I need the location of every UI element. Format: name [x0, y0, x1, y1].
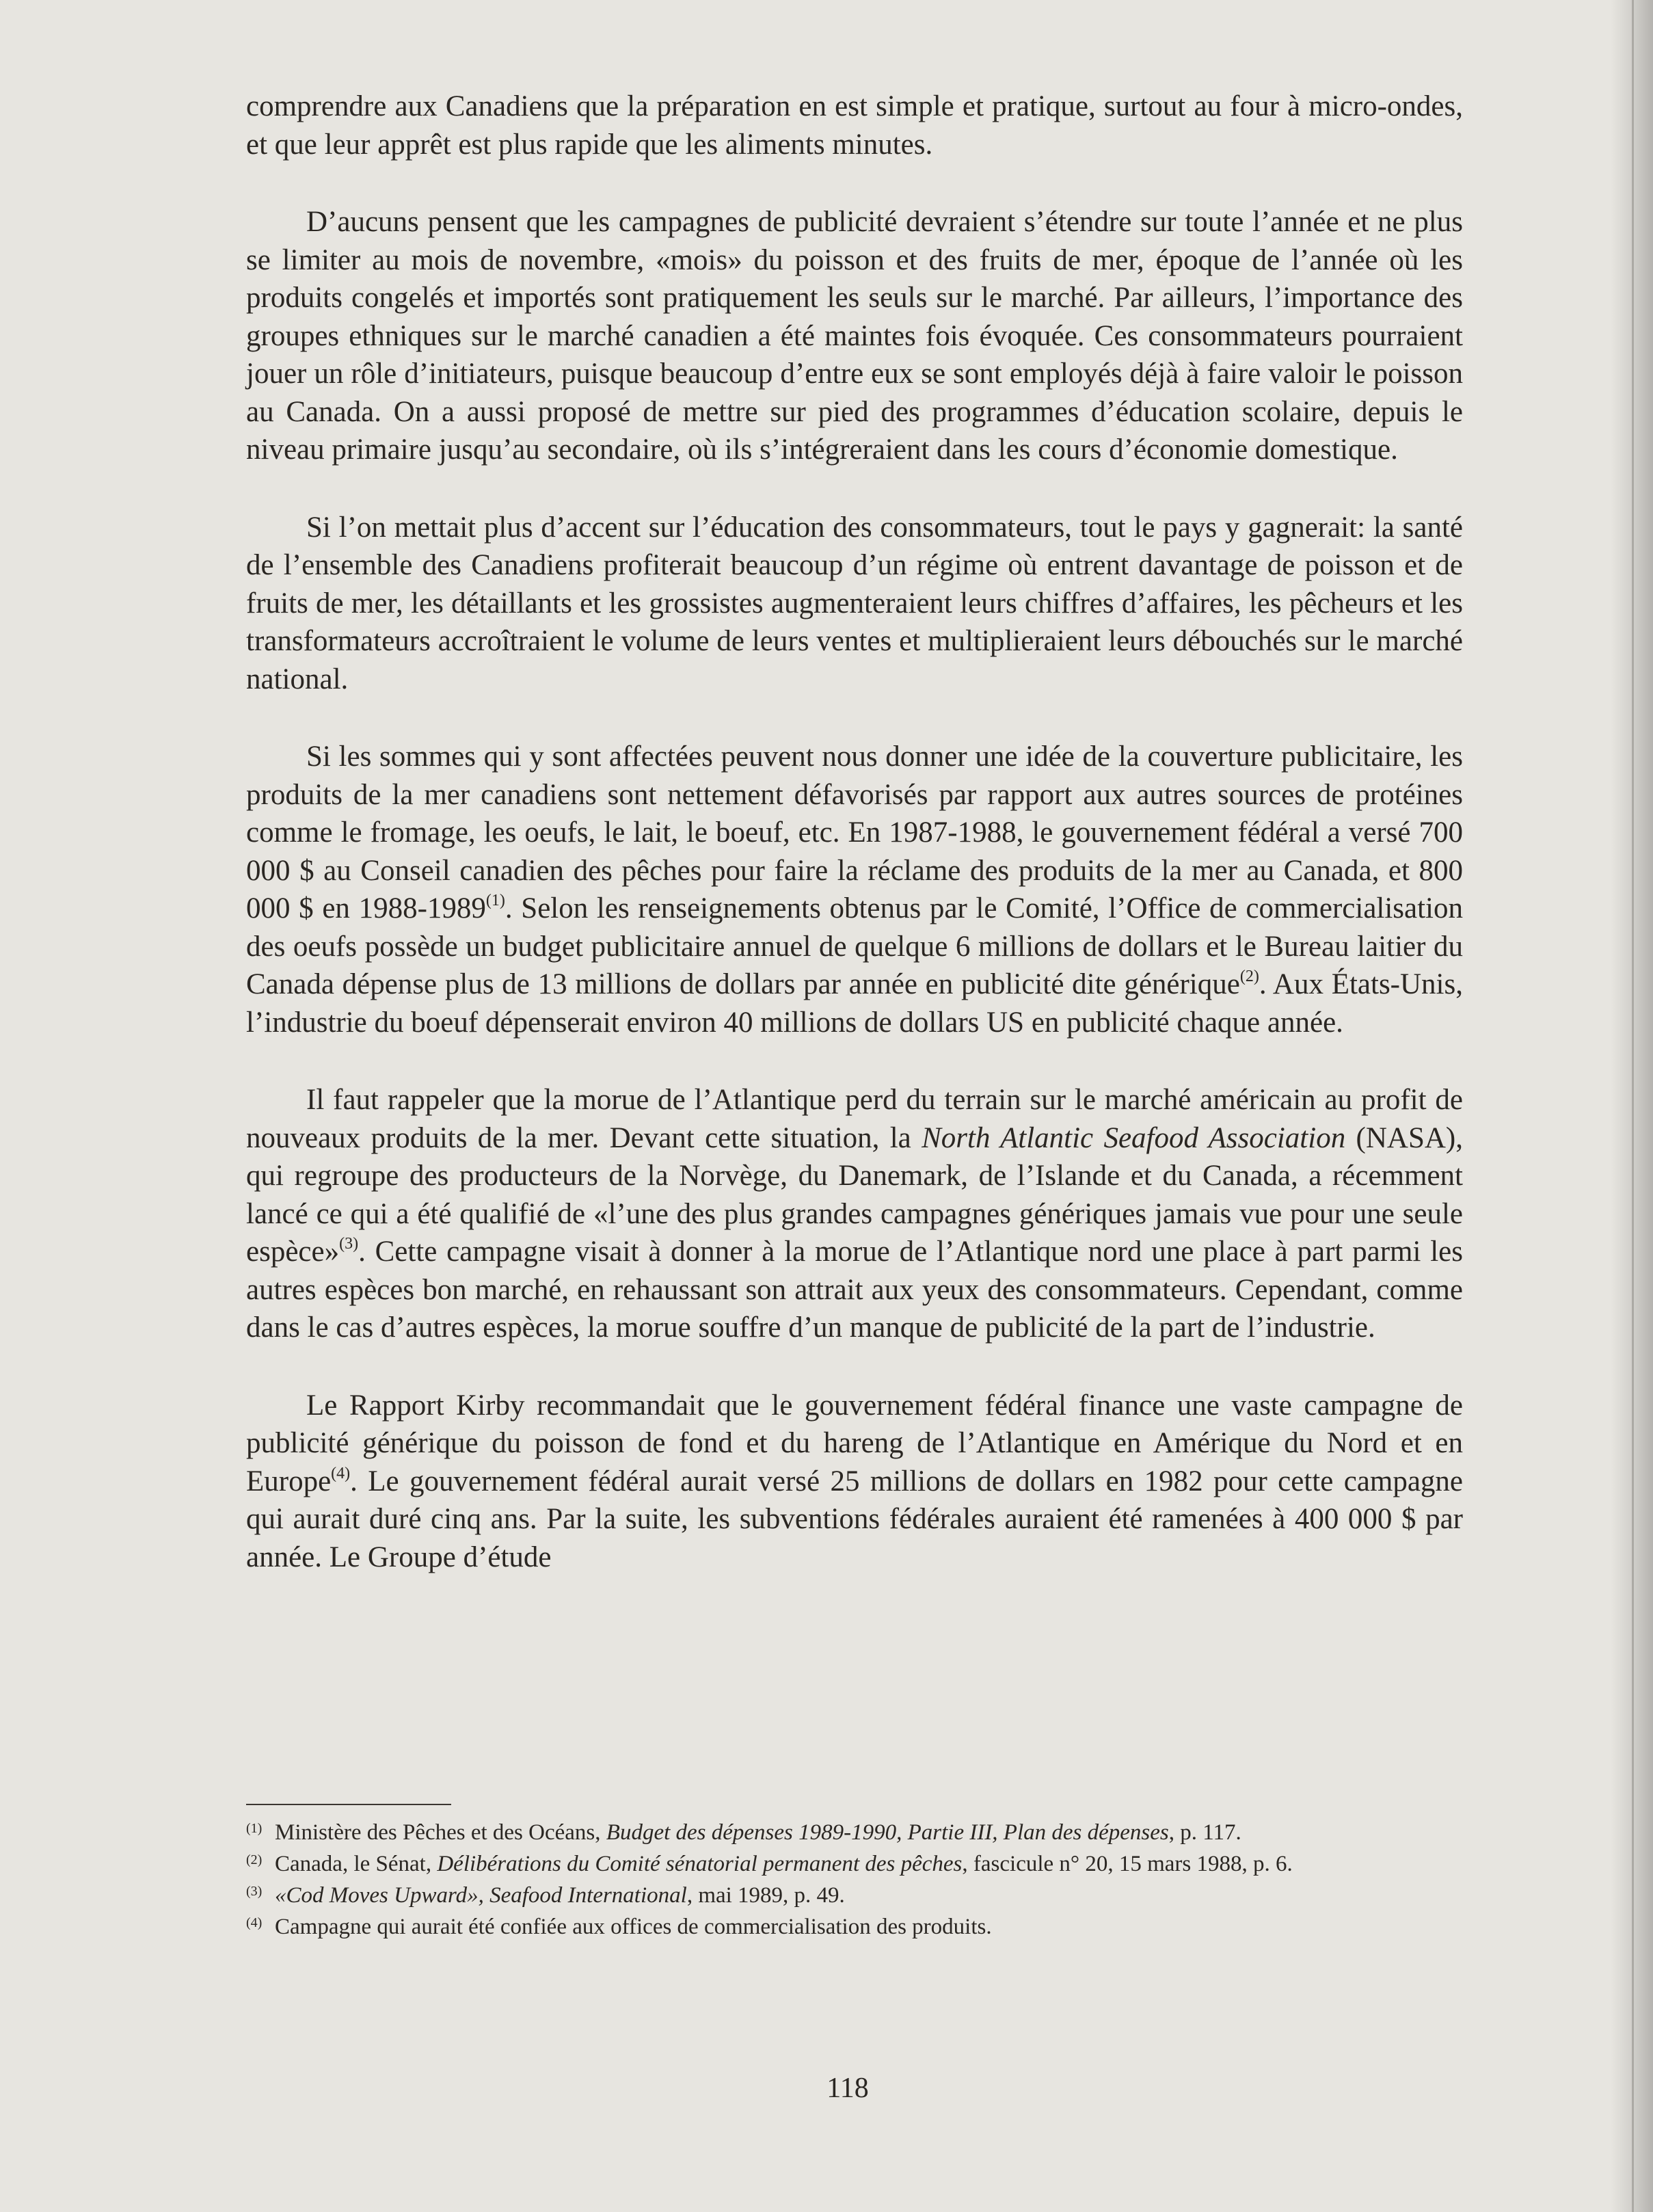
footnote-ref-2: (2) [1239, 968, 1259, 985]
organization-name: North Atlantic Seafood Association [922, 1121, 1346, 1154]
footnotes [246, 1819, 1463, 1945]
footnote-mark: (4) [246, 1915, 263, 1930]
paragraph-6: Le Rapport Kirby recommandait que le gouvernement fédéral finance une vaste campagne de publicité générique du poisson de fond et du hareng de l’Atlantique en Amérique du Nord et en Europe$^{(4)}$. Le gouvernement fédéral aurait versé 25 millions de dollars en 1982 pour cette campagne qui aurait duré cinq ans. Par la suite, les subventions fédérales auraient été ramenées à 400 000 $ par année. Le Groupe d’étude [246, 1389, 1463, 1573]
footnote-2: (2) Canada, le Sénat, Délibérations du Comité sénatorial permanent des pêches, fascicule n° 20, 15 mars 1988, p. 6. [246, 1850, 1463, 1878]
footnote-separator [246, 1804, 451, 1805]
paragraph-1: comprendre aux Canadiens que la préparation en est simple et pratique, surtout au four à micro-ondes, et que leur apprêt est plus rapide que les aliments minutes. [246, 90, 1463, 161]
paragraph-2: D’aucuns pensent que les campagnes de publicité devraient s’étendre sur toute l’année et ne plus se limiter au mois de novembre, «mois» du poisson et des fruits de mer, époque de l’année où les produits congelés et importés sont pratiquement les seuls sur le marché. Par ailleurs, l’importance des groupes ethniques sur le marché canadien a été maintes fois évoquée. Ces consommateurs pourraient jouer un rôle d’initiateurs, puisque beaucoup d’entre eux se sont employés déjà à faire valoir le poisson au Canada. On a aussi proposé de mettre sur pied des programmes d’éducation scolaire, depuis le niveau primaire jusqu’au secondaire, où ils s’intégreraient dans les cours d’économie domestique. [246, 206, 1463, 466]
paragraph-4: Si les sommes qui y sont affectées peuvent nous donner une idée de la couverture publicitaire, les produits de la mer canadiens sont nettement défavorisés par rapport aux autres sources de protéines comme le fromage, les oeufs, le lait, le boeuf, etc. En 1987-1988, le gouvernement fédéral a versé 700 000 $ au Conseil canadien des pêches pour faire la réclame des produits de la mer au Canada, et 800 000 $ en 1988-1989$^{(1)}$. Selon les renseignements obtenus par le Comité, l’Office de commercialisation des oeufs possède un budget publicitaire annuel de quelque 6 millions de dollars et le Bureau laitier du Canada dépense plus de 13 millions de dollars par année en publicité dite générique$^{(2)}$. Aux États-Unis, l’industrie du boeuf dépenserait environ 40 millions de dollars US en publicité chaque année. [246, 741, 1464, 1039]
footnote-ref-3: (3) [339, 1235, 359, 1253]
footnote-mark: (1) [246, 1821, 263, 1836]
footnote-1: (1) Ministère des Pêches et des Océans, Budget des dépenses 1989-1990, Partie III, Plan des dépenses, p. 117. [246, 1819, 1463, 1846]
footnote-ref-4: (4) [331, 1464, 351, 1482]
footnote-mark: (3) [246, 1884, 263, 1899]
body-text [246, 88, 1463, 1576]
paragraph-3: Si l’on mettait plus d’accent sur l’éducation des consommateurs, tout le pays y gagnerait: la santé de l’ensemble des Canadiens profiterait beaucoup d’un régime où entrent davantage de poisson et de fruits de mer, les détaillants et les grossistes augmenteraient leurs chiffres d’affaires, les pêcheurs et les transformateurs accroîtraient le volume de leurs ventes et multiplieraient leurs débouchés sur le marché national. [246, 511, 1463, 695]
page-edge-line [1632, 0, 1634, 2212]
footnote-3: (3) «Cod Moves Upward», Seafood International, mai 1989, p. 49. [246, 1882, 1463, 1909]
footnote-mark: (2) [246, 1852, 263, 1867]
paragraph-5: Il faut rappeler que la morue de l’Atlantique perd du terrain sur le marché américain au profit de nouveaux produits de la mer. Devant cette situation, la North Atlantic Seafood Association (NASA), qui regroupe des producteurs de la Norvège, du Danemark, de l’Islande et du Canada, a récemment lancé ce qui a été qualifié de «l’une des plus grandes campagnes génériques jamais vue pour une seule espèce»$^{(3)}$. Cette campagne visait à donner à la morue de l’Atlantique nord une place à part parmi les autres espèces bon marché, en rehaussant son attrait aux yeux des consommateurs. Cependant, comme dans le cas d’autres espèces, la morue souffre d’un manque de publicité de la part de l’industrie. [246, 1084, 1463, 1344]
footnote-4: (4) Campagne qui aurait été confiée aux offices de commercialisation des produits. [246, 1913, 1463, 1941]
page-number: 118 [826, 2073, 869, 2104]
footnote-ref-1: (1) [485, 892, 505, 909]
